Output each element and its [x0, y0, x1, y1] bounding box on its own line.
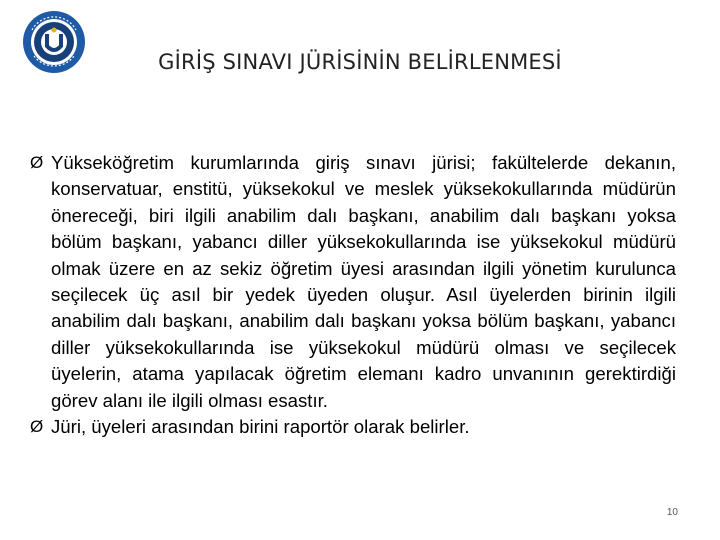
bullet-item [30, 414, 676, 440]
bullet-item [30, 150, 676, 414]
arrow-bullet-icon: Ø [30, 153, 44, 172]
bullet-list [30, 150, 676, 440]
bullet-text: Jüri, üyeleri arasından birini raportör olarak belirler. [51, 416, 470, 438]
page-number: 10 [666, 507, 678, 518]
arrow-bullet-icon: Ø [30, 417, 44, 437]
slide-title: GİRİŞ SINAVI JÜRİSİNİN BELİRLENMESİ [158, 50, 562, 74]
bullet-text: Yükseköğretim kurumlarında giriş sınavı jürisi; fakültelerde dekanın, konservatuar, enstitü, yüksekokul ve meslek yüksekokullarında müdürün önereceği, biri ilgili anabilim dalı başkanı, anabilim dalı başkanı yoksa bölüm başkanı, yabancı diller yüksekokullarında ise yüksekokul müdürü olmak üzere en az sekiz öğretim üyesi arasından ilgili yönetim kurulunca seçilecek üç asıl bir yedek üyeden oluşur. Asıl üyelerden birinin ilgili anabilim dalı başkanı, anabilim dalı başkanı yoksa bölüm başkanı, yabancı diller yüksekokullarında ise yüksekokul müdürü olması ve seçilecek üyelerin, atama yapılacak öğretim elemanı kadro unvanının gerektirdiği görev alanı ile ilgili olması esastır. [51, 152, 676, 411]
